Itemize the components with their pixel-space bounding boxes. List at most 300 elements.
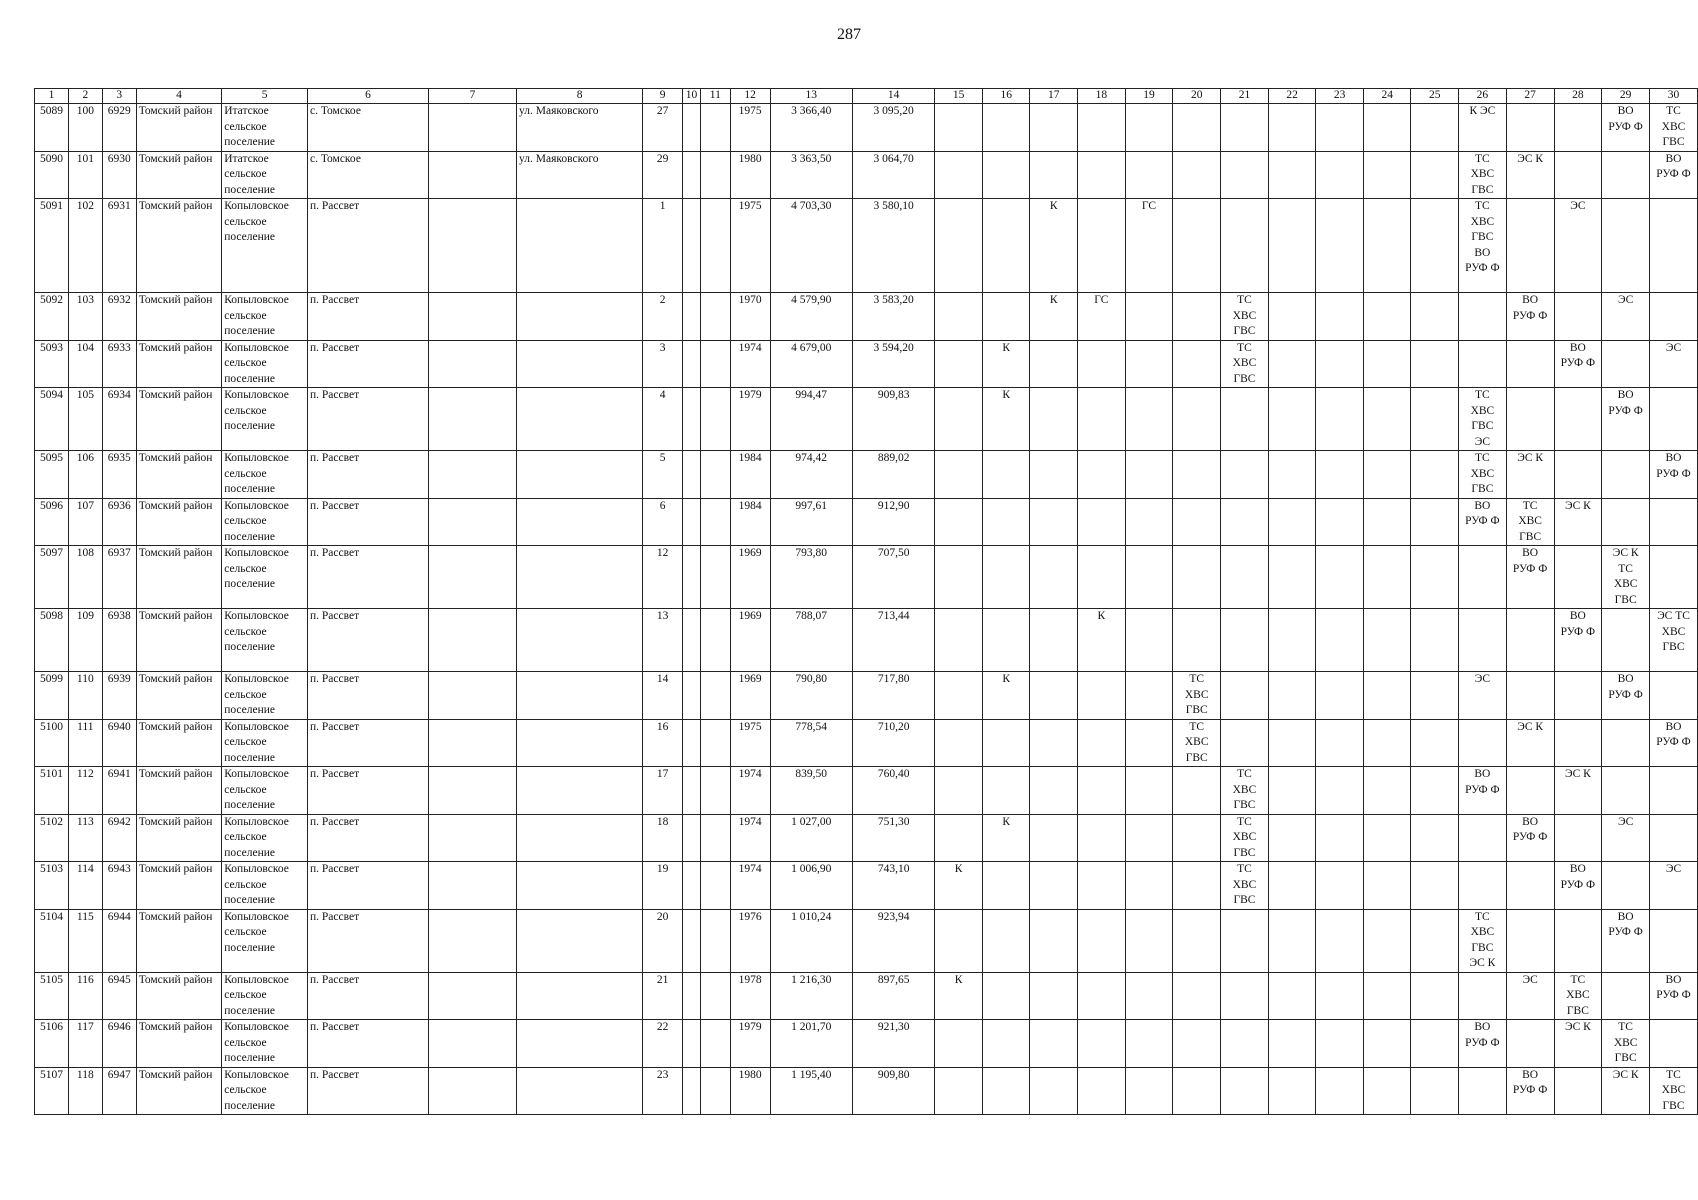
cell-col-26: К ЭС (1459, 104, 1507, 152)
cell-col-25 (1411, 609, 1459, 672)
cell-col-28: ТС ХВС ГВС (1554, 972, 1602, 1020)
cell-col-6: п. Рассвет (308, 814, 429, 862)
column-number-row (35, 89, 1698, 104)
cell-col-3: 6934 (102, 388, 136, 451)
cell-col-21 (1221, 1067, 1269, 1115)
cell-col-9: 6 (643, 498, 683, 546)
cell-col-26 (1459, 719, 1507, 767)
cell-col-20 (1173, 767, 1221, 815)
cell-col-4: Томский район (136, 719, 222, 767)
cell-col-12: 1975 (730, 104, 770, 152)
cell-col-12: 1979 (730, 1020, 770, 1068)
cell-col-27: ВО РУФ Ф (1506, 1067, 1554, 1115)
cell-col-8 (517, 972, 643, 1020)
cell-col-20 (1173, 1067, 1221, 1115)
cell-col-4: Томский район (136, 814, 222, 862)
column-header-27: 27 (1506, 89, 1554, 104)
cell-col-16 (982, 498, 1030, 546)
cell-col-28: ЭС (1554, 199, 1602, 293)
column-header-14: 14 (852, 89, 934, 104)
cell-col-5: Копыловское сельское поселение (222, 767, 308, 815)
cell-col-9: 16 (643, 719, 683, 767)
cell-col-18 (1078, 972, 1126, 1020)
cell-col-6: п. Рассвет (308, 451, 429, 499)
cell-col-14: 760,40 (852, 767, 934, 815)
table-row (35, 719, 1698, 767)
cell-col-30: ТС ХВС ГВС (1650, 104, 1698, 152)
cell-col-9: 23 (643, 1067, 683, 1115)
cell-col-22 (1268, 972, 1316, 1020)
cell-col-24 (1363, 199, 1411, 293)
cell-col-18 (1078, 672, 1126, 720)
cell-col-23 (1316, 388, 1364, 451)
cell-col-9: 18 (643, 814, 683, 862)
cell-col-19 (1125, 767, 1173, 815)
table-row (35, 388, 1698, 451)
cell-col-19 (1125, 672, 1173, 720)
cell-col-29: ВО РУФ Ф (1602, 909, 1650, 972)
cell-col-1: 5100 (35, 719, 69, 767)
cell-col-9: 27 (643, 104, 683, 152)
cell-col-1: 5107 (35, 1067, 69, 1115)
cell-col-12: 1984 (730, 498, 770, 546)
cell-col-27 (1506, 199, 1554, 293)
cell-col-9: 4 (643, 388, 683, 451)
cell-col-1: 5090 (35, 151, 69, 199)
cell-col-30: ЭС (1650, 340, 1698, 388)
cell-col-10 (682, 814, 700, 862)
cell-col-27: ВО РУФ Ф (1506, 293, 1554, 341)
cell-col-22 (1268, 609, 1316, 672)
cell-col-8 (517, 546, 643, 609)
cell-col-4: Томский район (136, 909, 222, 972)
cell-col-7 (429, 293, 517, 341)
cell-col-29 (1602, 719, 1650, 767)
cell-col-14: 909,80 (852, 1067, 934, 1115)
cell-col-13: 778,54 (770, 719, 852, 767)
cell-col-17 (1030, 340, 1078, 388)
cell-col-19 (1125, 909, 1173, 972)
cell-col-6: п. Рассвет (308, 1067, 429, 1115)
cell-col-13: 3 363,50 (770, 151, 852, 199)
cell-col-15: К (935, 862, 983, 910)
cell-col-18 (1078, 767, 1126, 815)
cell-col-17 (1030, 1067, 1078, 1115)
cell-col-12: 1969 (730, 546, 770, 609)
cell-col-3: 6936 (102, 498, 136, 546)
cell-col-30: ВО РУФ Ф (1650, 451, 1698, 499)
cell-col-18 (1078, 1067, 1126, 1115)
cell-col-27: ЭС (1506, 972, 1554, 1020)
cell-col-9: 13 (643, 609, 683, 672)
cell-col-13: 790,80 (770, 672, 852, 720)
cell-col-14: 889,02 (852, 451, 934, 499)
cell-col-15 (935, 451, 983, 499)
cell-col-3: 6939 (102, 672, 136, 720)
cell-col-16 (982, 451, 1030, 499)
column-header-25: 25 (1411, 89, 1459, 104)
column-header-30: 30 (1650, 89, 1698, 104)
cell-col-6: п. Рассвет (308, 340, 429, 388)
cell-col-5: Итатское сельское поселение (222, 104, 308, 152)
cell-col-20 (1173, 498, 1221, 546)
cell-col-25 (1411, 972, 1459, 1020)
cell-col-23 (1316, 862, 1364, 910)
cell-col-22 (1268, 293, 1316, 341)
cell-col-14: 3 095,20 (852, 104, 934, 152)
table-row (35, 546, 1698, 609)
cell-col-30 (1650, 814, 1698, 862)
cell-col-11 (700, 451, 730, 499)
cell-col-15: К (935, 972, 983, 1020)
cell-col-25 (1411, 340, 1459, 388)
cell-col-30: ВО РУФ Ф (1650, 972, 1698, 1020)
cell-col-2: 108 (68, 546, 102, 609)
column-header-1: 1 (35, 89, 69, 104)
cell-col-20 (1173, 293, 1221, 341)
cell-col-5: Копыловское сельское поселение (222, 199, 308, 293)
cell-col-30 (1650, 672, 1698, 720)
cell-col-17: К (1030, 199, 1078, 293)
cell-col-25 (1411, 104, 1459, 152)
cell-col-7 (429, 862, 517, 910)
cell-col-1: 5106 (35, 1020, 69, 1068)
cell-col-18 (1078, 909, 1126, 972)
cell-col-12: 1969 (730, 609, 770, 672)
cell-col-24 (1363, 451, 1411, 499)
cell-col-29: ЭС К ТС ХВС ГВС (1602, 546, 1650, 609)
cell-col-27: ЭС К (1506, 451, 1554, 499)
cell-col-11 (700, 909, 730, 972)
cell-col-24 (1363, 609, 1411, 672)
cell-col-13: 3 366,40 (770, 104, 852, 152)
cell-col-8 (517, 719, 643, 767)
cell-col-23 (1316, 719, 1364, 767)
cell-col-30 (1650, 388, 1698, 451)
cell-col-26 (1459, 546, 1507, 609)
cell-col-5: Копыловское сельское поселение (222, 451, 308, 499)
cell-col-28 (1554, 388, 1602, 451)
cell-col-3: 6937 (102, 546, 136, 609)
column-header-21: 21 (1221, 89, 1269, 104)
cell-col-15 (935, 498, 983, 546)
cell-col-10 (682, 199, 700, 293)
cell-col-24 (1363, 909, 1411, 972)
cell-col-28: ВО РУФ Ф (1554, 340, 1602, 388)
cell-col-11 (700, 972, 730, 1020)
cell-col-16 (982, 293, 1030, 341)
cell-col-29 (1602, 498, 1650, 546)
cell-col-13: 974,42 (770, 451, 852, 499)
cell-col-13: 788,07 (770, 609, 852, 672)
cell-col-23 (1316, 767, 1364, 815)
cell-col-16 (982, 862, 1030, 910)
cell-col-25 (1411, 388, 1459, 451)
cell-col-2: 102 (68, 199, 102, 293)
cell-col-25 (1411, 767, 1459, 815)
cell-col-16 (982, 151, 1030, 199)
cell-col-23 (1316, 546, 1364, 609)
column-header-15: 15 (935, 89, 983, 104)
cell-col-24 (1363, 340, 1411, 388)
cell-col-16 (982, 972, 1030, 1020)
cell-col-17 (1030, 972, 1078, 1020)
cell-col-15 (935, 672, 983, 720)
cell-col-23 (1316, 498, 1364, 546)
cell-col-10 (682, 151, 700, 199)
cell-col-6: с. Томское (308, 151, 429, 199)
cell-col-17 (1030, 672, 1078, 720)
cell-col-19 (1125, 719, 1173, 767)
cell-col-7 (429, 546, 517, 609)
cell-col-15 (935, 199, 983, 293)
cell-col-18 (1078, 498, 1126, 546)
cell-col-4: Томский район (136, 104, 222, 152)
cell-col-14: 3 594,20 (852, 340, 934, 388)
cell-col-1: 5096 (35, 498, 69, 546)
cell-col-14: 713,44 (852, 609, 934, 672)
cell-col-8 (517, 672, 643, 720)
cell-col-25 (1411, 498, 1459, 546)
cell-col-1: 5095 (35, 451, 69, 499)
cell-col-29 (1602, 767, 1650, 815)
cell-col-12: 1984 (730, 451, 770, 499)
cell-col-18: ГС (1078, 293, 1126, 341)
cell-col-10 (682, 1067, 700, 1115)
cell-col-21 (1221, 672, 1269, 720)
cell-col-7 (429, 909, 517, 972)
column-header-19: 19 (1125, 89, 1173, 104)
cell-col-2: 103 (68, 293, 102, 341)
column-header-26: 26 (1459, 89, 1507, 104)
cell-col-6: с. Томское (308, 104, 429, 152)
cell-col-13: 793,80 (770, 546, 852, 609)
cell-col-6: п. Рассвет (308, 972, 429, 1020)
cell-col-2: 104 (68, 340, 102, 388)
cell-col-16 (982, 1020, 1030, 1068)
cell-col-18 (1078, 340, 1126, 388)
cell-col-13: 1 010,24 (770, 909, 852, 972)
cell-col-19 (1125, 451, 1173, 499)
cell-col-1: 5098 (35, 609, 69, 672)
cell-col-25 (1411, 1020, 1459, 1068)
cell-col-9: 1 (643, 199, 683, 293)
column-header-28: 28 (1554, 89, 1602, 104)
cell-col-7 (429, 672, 517, 720)
cell-col-24 (1363, 293, 1411, 341)
cell-col-19 (1125, 104, 1173, 152)
cell-col-1: 5102 (35, 814, 69, 862)
cell-col-14: 923,94 (852, 909, 934, 972)
cell-col-20 (1173, 972, 1221, 1020)
cell-col-18 (1078, 719, 1126, 767)
cell-col-21: ТС ХВС ГВС (1221, 767, 1269, 815)
cell-col-1: 5103 (35, 862, 69, 910)
cell-col-4: Томский район (136, 1067, 222, 1115)
cell-col-25 (1411, 199, 1459, 293)
cell-col-11 (700, 546, 730, 609)
cell-col-27 (1506, 104, 1554, 152)
cell-col-18 (1078, 388, 1126, 451)
cell-col-15 (935, 719, 983, 767)
cell-col-20 (1173, 862, 1221, 910)
cell-col-15 (935, 1067, 983, 1115)
cell-col-1: 5093 (35, 340, 69, 388)
cell-col-21 (1221, 498, 1269, 546)
cell-col-14: 909,83 (852, 388, 934, 451)
cell-col-7 (429, 340, 517, 388)
cell-col-12: 1980 (730, 1067, 770, 1115)
column-header-11: 11 (700, 89, 730, 104)
cell-col-16: К (982, 340, 1030, 388)
cell-col-14: 897,65 (852, 972, 934, 1020)
cell-col-29: ВО РУФ Ф (1602, 104, 1650, 152)
cell-col-17: К (1030, 293, 1078, 341)
cell-col-2: 105 (68, 388, 102, 451)
cell-col-29: ЭС (1602, 814, 1650, 862)
cell-col-5: Копыловское сельское поселение (222, 672, 308, 720)
cell-col-19 (1125, 546, 1173, 609)
column-header-17: 17 (1030, 89, 1078, 104)
cell-col-23 (1316, 293, 1364, 341)
cell-col-5: Копыловское сельское поселение (222, 814, 308, 862)
cell-col-26 (1459, 293, 1507, 341)
cell-col-23 (1316, 340, 1364, 388)
cell-col-4: Томский район (136, 862, 222, 910)
cell-col-6: п. Рассвет (308, 293, 429, 341)
cell-col-10 (682, 767, 700, 815)
cell-col-24 (1363, 1067, 1411, 1115)
cell-col-20 (1173, 546, 1221, 609)
table-row (35, 151, 1698, 199)
cell-col-25 (1411, 293, 1459, 341)
column-header-20: 20 (1173, 89, 1221, 104)
cell-col-3: 6944 (102, 909, 136, 972)
cell-col-26: ТС ХВС ГВС (1459, 151, 1507, 199)
cell-col-17 (1030, 767, 1078, 815)
cell-col-12: 1974 (730, 814, 770, 862)
cell-col-5: Копыловское сельское поселение (222, 546, 308, 609)
cell-col-29: ТС ХВС ГВС (1602, 1020, 1650, 1068)
cell-col-19 (1125, 388, 1173, 451)
cell-col-6: п. Рассвет (308, 909, 429, 972)
cell-col-15 (935, 388, 983, 451)
cell-col-20 (1173, 451, 1221, 499)
cell-col-23 (1316, 104, 1364, 152)
cell-col-30 (1650, 767, 1698, 815)
cell-col-20 (1173, 199, 1221, 293)
cell-col-15 (935, 293, 983, 341)
cell-col-4: Томский район (136, 609, 222, 672)
cell-col-15 (935, 909, 983, 972)
cell-col-10 (682, 609, 700, 672)
cell-col-14: 3 064,70 (852, 151, 934, 199)
cell-col-29 (1602, 972, 1650, 1020)
cell-col-2: 110 (68, 672, 102, 720)
column-header-22: 22 (1268, 89, 1316, 104)
cell-col-20: ТС ХВС ГВС (1173, 672, 1221, 720)
table-row (35, 1020, 1698, 1068)
table-row (35, 972, 1698, 1020)
cell-col-22 (1268, 719, 1316, 767)
cell-col-1: 5099 (35, 672, 69, 720)
table-row (35, 862, 1698, 910)
column-header-13: 13 (770, 89, 852, 104)
page-number: 287 (837, 26, 861, 43)
cell-col-16 (982, 104, 1030, 152)
cell-col-12: 1969 (730, 672, 770, 720)
cell-col-11 (700, 609, 730, 672)
cell-col-29 (1602, 609, 1650, 672)
cell-col-16: К (982, 814, 1030, 862)
cell-col-15 (935, 104, 983, 152)
cell-col-19 (1125, 293, 1173, 341)
cell-col-9: 21 (643, 972, 683, 1020)
cell-col-10 (682, 498, 700, 546)
cell-col-16 (982, 546, 1030, 609)
cell-col-2: 112 (68, 767, 102, 815)
cell-col-22 (1268, 104, 1316, 152)
cell-col-18 (1078, 104, 1126, 152)
cell-col-9: 3 (643, 340, 683, 388)
cell-col-10 (682, 451, 700, 499)
cell-col-21 (1221, 609, 1269, 672)
cell-col-23 (1316, 972, 1364, 1020)
cell-col-11 (700, 293, 730, 341)
cell-col-28 (1554, 1067, 1602, 1115)
cell-col-9: 20 (643, 909, 683, 972)
cell-col-1: 5092 (35, 293, 69, 341)
cell-col-7 (429, 814, 517, 862)
cell-col-18: К (1078, 609, 1126, 672)
cell-col-28: ЭС К (1554, 498, 1602, 546)
cell-col-3: 6933 (102, 340, 136, 388)
cell-col-1: 5104 (35, 909, 69, 972)
cell-col-26: ВО РУФ Ф (1459, 1020, 1507, 1068)
cell-col-4: Томский район (136, 498, 222, 546)
cell-col-1: 5089 (35, 104, 69, 152)
cell-col-13: 1 195,40 (770, 1067, 852, 1115)
cell-col-11 (700, 814, 730, 862)
cell-col-20 (1173, 104, 1221, 152)
cell-col-17 (1030, 498, 1078, 546)
cell-col-8 (517, 814, 643, 862)
cell-col-24 (1363, 862, 1411, 910)
cell-col-6: п. Рассвет (308, 767, 429, 815)
cell-col-22 (1268, 1067, 1316, 1115)
cell-col-26: ЭС (1459, 672, 1507, 720)
cell-col-12: 1975 (730, 199, 770, 293)
cell-col-1: 5101 (35, 767, 69, 815)
cell-col-12: 1974 (730, 862, 770, 910)
cell-col-14: 707,50 (852, 546, 934, 609)
cell-col-18 (1078, 814, 1126, 862)
cell-col-27 (1506, 609, 1554, 672)
cell-col-30: ЭС ТС ХВС ГВС (1650, 609, 1698, 672)
cell-col-21 (1221, 972, 1269, 1020)
cell-col-8: ул. Маяковского (517, 104, 643, 152)
table-row (35, 672, 1698, 720)
table-row (35, 451, 1698, 499)
column-header-3: 3 (102, 89, 136, 104)
cell-col-4: Томский район (136, 451, 222, 499)
cell-col-25 (1411, 451, 1459, 499)
cell-col-21 (1221, 104, 1269, 152)
cell-col-30: ВО РУФ Ф (1650, 719, 1698, 767)
cell-col-19 (1125, 340, 1173, 388)
cell-col-9: 17 (643, 767, 683, 815)
cell-col-4: Томский район (136, 151, 222, 199)
